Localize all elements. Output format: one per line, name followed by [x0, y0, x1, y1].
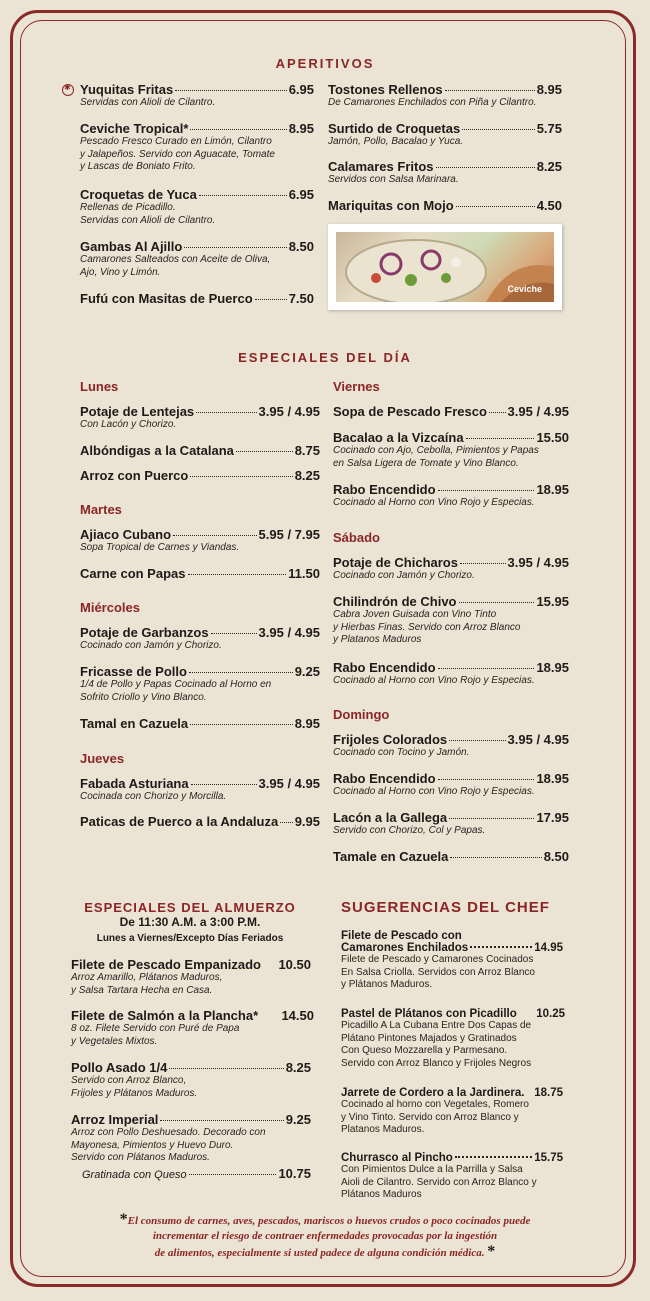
- item-name: Pollo Asado 1/4: [71, 1060, 168, 1075]
- item-name: Yuquitas Fritas: [80, 82, 174, 97]
- note-line: de alimentos, especialmente si usted padece de alguna condición médica.: [154, 1247, 485, 1259]
- item-desc: Camarones Salteados con Aceite de Oliva,: [80, 254, 271, 265]
- menu-item: [80, 82, 314, 110]
- menu-item: [333, 482, 569, 510]
- item-name: Lacón a la Gallega: [333, 810, 448, 825]
- item-price: 3.95 / 4.95: [258, 625, 320, 640]
- menu-item: [80, 187, 314, 227]
- menu-item: [80, 121, 314, 174]
- item-name: Tamal en Cazuela: [80, 716, 189, 731]
- item-price: 7.50: [288, 291, 314, 306]
- item-desc: Frijoles y Plátanos Maduros.: [71, 1087, 198, 1099]
- menu-item: [328, 159, 562, 187]
- menu-item: [71, 1060, 311, 1100]
- item-name: Paticas de Puerco a la Andaluza: [80, 814, 279, 829]
- aperitivos-title: APERITIVOS: [275, 56, 375, 71]
- menu-item: [333, 404, 569, 419]
- item-desc: y Salsa Tartara Hecha en Casa.: [71, 984, 213, 996]
- item-price: 14.95: [534, 942, 563, 954]
- menu-item: [80, 239, 314, 279]
- item-name: Croquetas de Yuca: [80, 187, 197, 202]
- item-price: 18.95: [536, 482, 569, 497]
- item-desc: 1/4 de Pollo y Papas Cocinado al Horno en: [80, 679, 272, 690]
- item-name: Rabo Encendido: [333, 771, 436, 786]
- item-name: Ceviche Tropical*: [80, 121, 189, 136]
- item-desc: Servido con Plátanos Maduros.: [71, 1152, 210, 1163]
- ceviche-image: [336, 232, 554, 302]
- item-desc: 8 oz. Filete Servido con Puré de Papa: [71, 1023, 240, 1034]
- item-price: 10.50: [278, 957, 311, 972]
- item-desc: Con Queso Mozzarella y Parmesano.: [341, 1045, 508, 1056]
- item-desc: y Lascas de Boniato Frito.: [80, 161, 196, 172]
- day-heading: Viernes: [333, 379, 380, 394]
- item-price: 8.50: [543, 849, 569, 864]
- item-desc: Cocinado al Horno con Vino Rojo y Especias.: [333, 786, 535, 797]
- item-name: Filete de Salmón a la Plancha*: [71, 1008, 259, 1023]
- item-desc: Cocinado con Tocino y Jamón.: [333, 747, 470, 758]
- day-heading: Jueves: [80, 751, 125, 766]
- menu-item: [80, 404, 320, 432]
- item-desc: y Hierbas Finas. Servido con Arroz Blanco: [333, 621, 521, 633]
- menu-item: [333, 594, 569, 647]
- item-name: Filete de Pescado Empanizado: [71, 957, 261, 972]
- item-name: Churrasco al Pincho: [341, 1152, 453, 1164]
- item-desc: Servidas con Alioli de Cilantro.: [80, 97, 216, 108]
- photo-caption: Ceviche: [507, 284, 542, 294]
- item-name: Fufú con Masitas de Puerco: [80, 291, 253, 306]
- item-price: 4.50: [536, 198, 562, 213]
- menu-item: [71, 1112, 311, 1165]
- day-heading: Martes: [80, 502, 122, 517]
- menu-item: [80, 468, 320, 483]
- menu-item: [80, 566, 320, 581]
- day-heading: Lunes: [80, 379, 119, 394]
- item-price: 6.95: [288, 187, 314, 202]
- item-price: 3.95 / 4.95: [507, 404, 569, 419]
- item-name: Frijoles Colorados: [333, 732, 448, 747]
- almuerzo-hours: De 11:30 A.M. a 3:00 P.M.: [119, 915, 261, 929]
- menu-item: [80, 664, 320, 704]
- item-desc: Cabra Joven Guisada con Vino Tinto: [333, 609, 497, 620]
- item-price: 18.95: [536, 771, 569, 786]
- item-desc: Sofrito Criollo y Vino Blanco.: [80, 691, 207, 703]
- item-name: Gratinada con Queso: [82, 1169, 187, 1181]
- item-price: 18.75: [534, 1087, 563, 1099]
- item-price: 3.95 / 4.95: [507, 732, 569, 747]
- item-desc: Platanos Maduros.: [341, 1124, 425, 1135]
- menu-item: [82, 1166, 311, 1181]
- item-desc: Cocinada con Chorizo y Morcilla.: [80, 791, 227, 802]
- menu-item: [80, 716, 320, 731]
- menu-item: [80, 814, 320, 829]
- item-desc: y Platanos Maduros: [333, 634, 422, 645]
- item-desc: y Jalapeños. Servido con Aguacate, Tomate: [80, 148, 275, 160]
- item-name: Camarones Enchilados: [341, 942, 469, 954]
- item-desc: Servidas con Alioli de Cilantro.: [80, 214, 216, 226]
- item-name: Rabo Encendido: [333, 482, 436, 497]
- item-price: 8.25: [285, 1060, 311, 1075]
- item-name: Fabada Asturiana: [80, 776, 189, 791]
- menu-item: [80, 625, 320, 653]
- item-desc: Ajo, Vino y Limón.: [80, 266, 161, 278]
- menu-item: [333, 771, 569, 799]
- item-price: 3.95 / 4.95: [507, 555, 569, 570]
- item-desc: Arroz con Pollo Deshuesado. Decorado con: [71, 1127, 266, 1138]
- menu-item: [333, 849, 569, 864]
- item-price: 3.95 / 4.95: [258, 776, 320, 791]
- menu-item: [333, 555, 569, 583]
- item-desc: Servido con Arroz Blanco,: [71, 1075, 187, 1086]
- item-desc: y Vino Tinto. Servido con Arroz Blanco y: [341, 1111, 519, 1123]
- especiales-title: ESPECIALES DEL DÍA: [238, 350, 412, 365]
- item-price: 5.95 / 7.95: [258, 527, 320, 542]
- menu-item: [341, 1152, 563, 1202]
- item-price: 15.75: [534, 1152, 563, 1164]
- chef-title: SUGERENCIAS DEL CHEF: [341, 899, 550, 916]
- item-desc: Plátanos Maduros: [341, 1189, 422, 1200]
- item-desc: Plátano Pintones Majados y Gratinados: [341, 1032, 517, 1044]
- item-desc: Sopa Tropical de Carnes y Viandas.: [80, 542, 240, 553]
- item-name: Rabo Encendido: [333, 660, 436, 675]
- item-price: 15.95: [536, 594, 569, 609]
- menu-item: [328, 82, 562, 110]
- item-desc: Servidos con Salsa Marinara.: [328, 174, 459, 185]
- item-desc: Picadillo A La Cubana Entre Dos Capas de: [341, 1020, 532, 1031]
- day-heading: Miércoles: [80, 600, 140, 615]
- item-price: 15.50: [536, 430, 569, 445]
- ceviche-photo: [328, 224, 562, 310]
- item-desc: Servido con Arroz Blanco y Frijoles Negros: [341, 1057, 532, 1069]
- item-price: 18.95: [536, 660, 569, 675]
- menu-item: [71, 1008, 314, 1048]
- item-name: Potaje de Chicharos: [333, 555, 458, 570]
- menu-item: [80, 527, 320, 555]
- item-price: 14.50: [281, 1008, 314, 1023]
- item-price: 9.95: [294, 814, 320, 829]
- menu-item: [333, 732, 569, 760]
- menu-item: [333, 810, 569, 838]
- item-desc: Pescado Fresco Curado en Limón, Cilantro: [80, 136, 272, 147]
- item-name: Ajiaco Cubano: [80, 527, 172, 542]
- item-name: Mariquitas con Mojo: [328, 198, 454, 213]
- item-price: 8.75: [294, 443, 320, 458]
- item-desc: Con Lacón y Chorizo.: [80, 419, 177, 430]
- item-desc: Cocinado con Jamón y Chorizo.: [80, 640, 222, 651]
- item-name: Chilindrón de Chivo: [333, 594, 457, 609]
- menu-item: [328, 198, 562, 213]
- note-line: incrementar el riesgo de contraer enfermedades provocadas por la ingestión: [152, 1230, 498, 1242]
- item-name: Sopa de Pescado Fresco: [333, 404, 487, 419]
- item-name: Surtido de Croquetas: [328, 121, 461, 136]
- menu-item: [333, 430, 569, 470]
- item-price: 8.50: [288, 239, 314, 254]
- item-name: Pastel de Plátanos con Picadillo: [341, 1008, 517, 1020]
- menu-item: [80, 443, 320, 458]
- menu-item: [341, 1087, 563, 1137]
- item-name: Albóndigas a la Catalana: [80, 443, 234, 458]
- almuerzo-days: Lunes a Viernes/Excepto Días Feriados: [96, 933, 284, 944]
- item-name: Jarrete de Cordero a la Jardinera.: [341, 1087, 525, 1099]
- item-price: 8.25: [294, 468, 320, 483]
- menu-item: [341, 930, 563, 992]
- day-heading: Domingo: [333, 707, 390, 722]
- item-desc: Cocinado al Horno con Vino Rojo y Especias.: [333, 497, 535, 508]
- item-price: 3.95 / 4.95: [258, 404, 320, 419]
- item-desc: De Camarones Enchilados con Piña y Cilantro.: [328, 97, 537, 108]
- item-price: 9.25: [285, 1112, 311, 1127]
- item-name: Tamale en Cazuela: [333, 849, 449, 864]
- menu-item: [80, 291, 314, 306]
- almuerzo-title: ESPECIALES DEL ALMUERZO: [84, 900, 296, 915]
- item-name: Potaje de Garbanzos: [80, 625, 209, 640]
- item-desc: Arroz Amarillo, Plátanos Maduros,: [71, 972, 223, 983]
- menu-item: [328, 121, 562, 149]
- menu-item: [333, 660, 569, 688]
- item-name: Fricasse de Pollo: [80, 664, 187, 679]
- item-price: 10.25: [536, 1008, 565, 1020]
- item-desc: Filete de Pescado y Camarones Cocinados: [341, 954, 534, 965]
- item-name: Bacalao a la Vizcaína: [333, 430, 464, 445]
- item-price: 11.50: [288, 566, 320, 581]
- asterisk: *: [119, 1211, 128, 1228]
- menu-item: [71, 957, 311, 997]
- asterisk: *: [487, 1243, 496, 1260]
- item-name: Potaje de Lentejas: [80, 404, 195, 419]
- signature-dish-icon: [62, 84, 74, 96]
- item-price: 8.95: [288, 121, 314, 136]
- item-desc: Jamón, Pollo, Bacalao y Yuca.: [328, 136, 464, 147]
- item-desc: Servido con Chorizo, Col y Papas.: [333, 825, 486, 836]
- item-price: 8.25: [536, 159, 562, 174]
- item-name: Carne con Papas: [80, 566, 186, 581]
- item-desc: Con Pimientos Dulce a la Parrilla y Salsa: [341, 1164, 523, 1175]
- item-desc: Rellenas de Picadillo.: [80, 202, 176, 213]
- item-desc: En Salsa Criolla. Servidos con Arroz Blanco: [341, 966, 535, 978]
- item-desc: Cocinado al Horno con Vino Rojo y Especias.: [333, 675, 535, 686]
- raw-food-warning: [60, 1212, 590, 1261]
- item-price: 9.25: [294, 664, 320, 679]
- note-line: El consumo de carnes, aves, pescados, mariscos o huevos crudos o poco cocinados puede: [127, 1215, 531, 1227]
- item-price: 8.95: [536, 82, 562, 97]
- item-name: Filete de Pescado con: [341, 930, 462, 942]
- item-price: 8.95: [294, 716, 320, 731]
- item-desc: Aioli de Cilantro. Servido con Arroz Blanco y: [341, 1176, 537, 1188]
- day-heading: Sábado: [333, 530, 380, 545]
- item-desc: y Plátanos Maduros.: [341, 979, 433, 990]
- item-name: Tostones Rellenos: [328, 82, 443, 97]
- item-desc: en Salsa Ligera de Tomate y Vino Blanco.: [333, 457, 519, 469]
- item-name: Arroz con Puerco: [80, 468, 189, 483]
- item-price: 6.95: [288, 82, 314, 97]
- item-desc: y Vegetales Mixtos.: [71, 1035, 158, 1047]
- item-name: Arroz Imperial: [71, 1112, 159, 1127]
- item-price: 5.75: [536, 121, 562, 136]
- item-desc: Cocinado al horno con Vegetales, Romero: [341, 1099, 529, 1110]
- item-desc: Mayonesa, Pimientos y Huevo Duro.: [71, 1139, 234, 1151]
- item-desc: Cocinado con Ajo, Cebolla, Pimientos y Papas: [333, 445, 539, 456]
- item-price: 17.95: [536, 810, 569, 825]
- item-desc: Cocinado con Jamón y Chorizo.: [333, 570, 475, 581]
- item-price: 10.75: [278, 1166, 311, 1181]
- item-name: Gambas Al Ajillo: [80, 239, 183, 254]
- menu-item: [80, 776, 320, 804]
- menu-item: [341, 1008, 565, 1070]
- item-name: Calamares Fritos: [328, 159, 434, 174]
